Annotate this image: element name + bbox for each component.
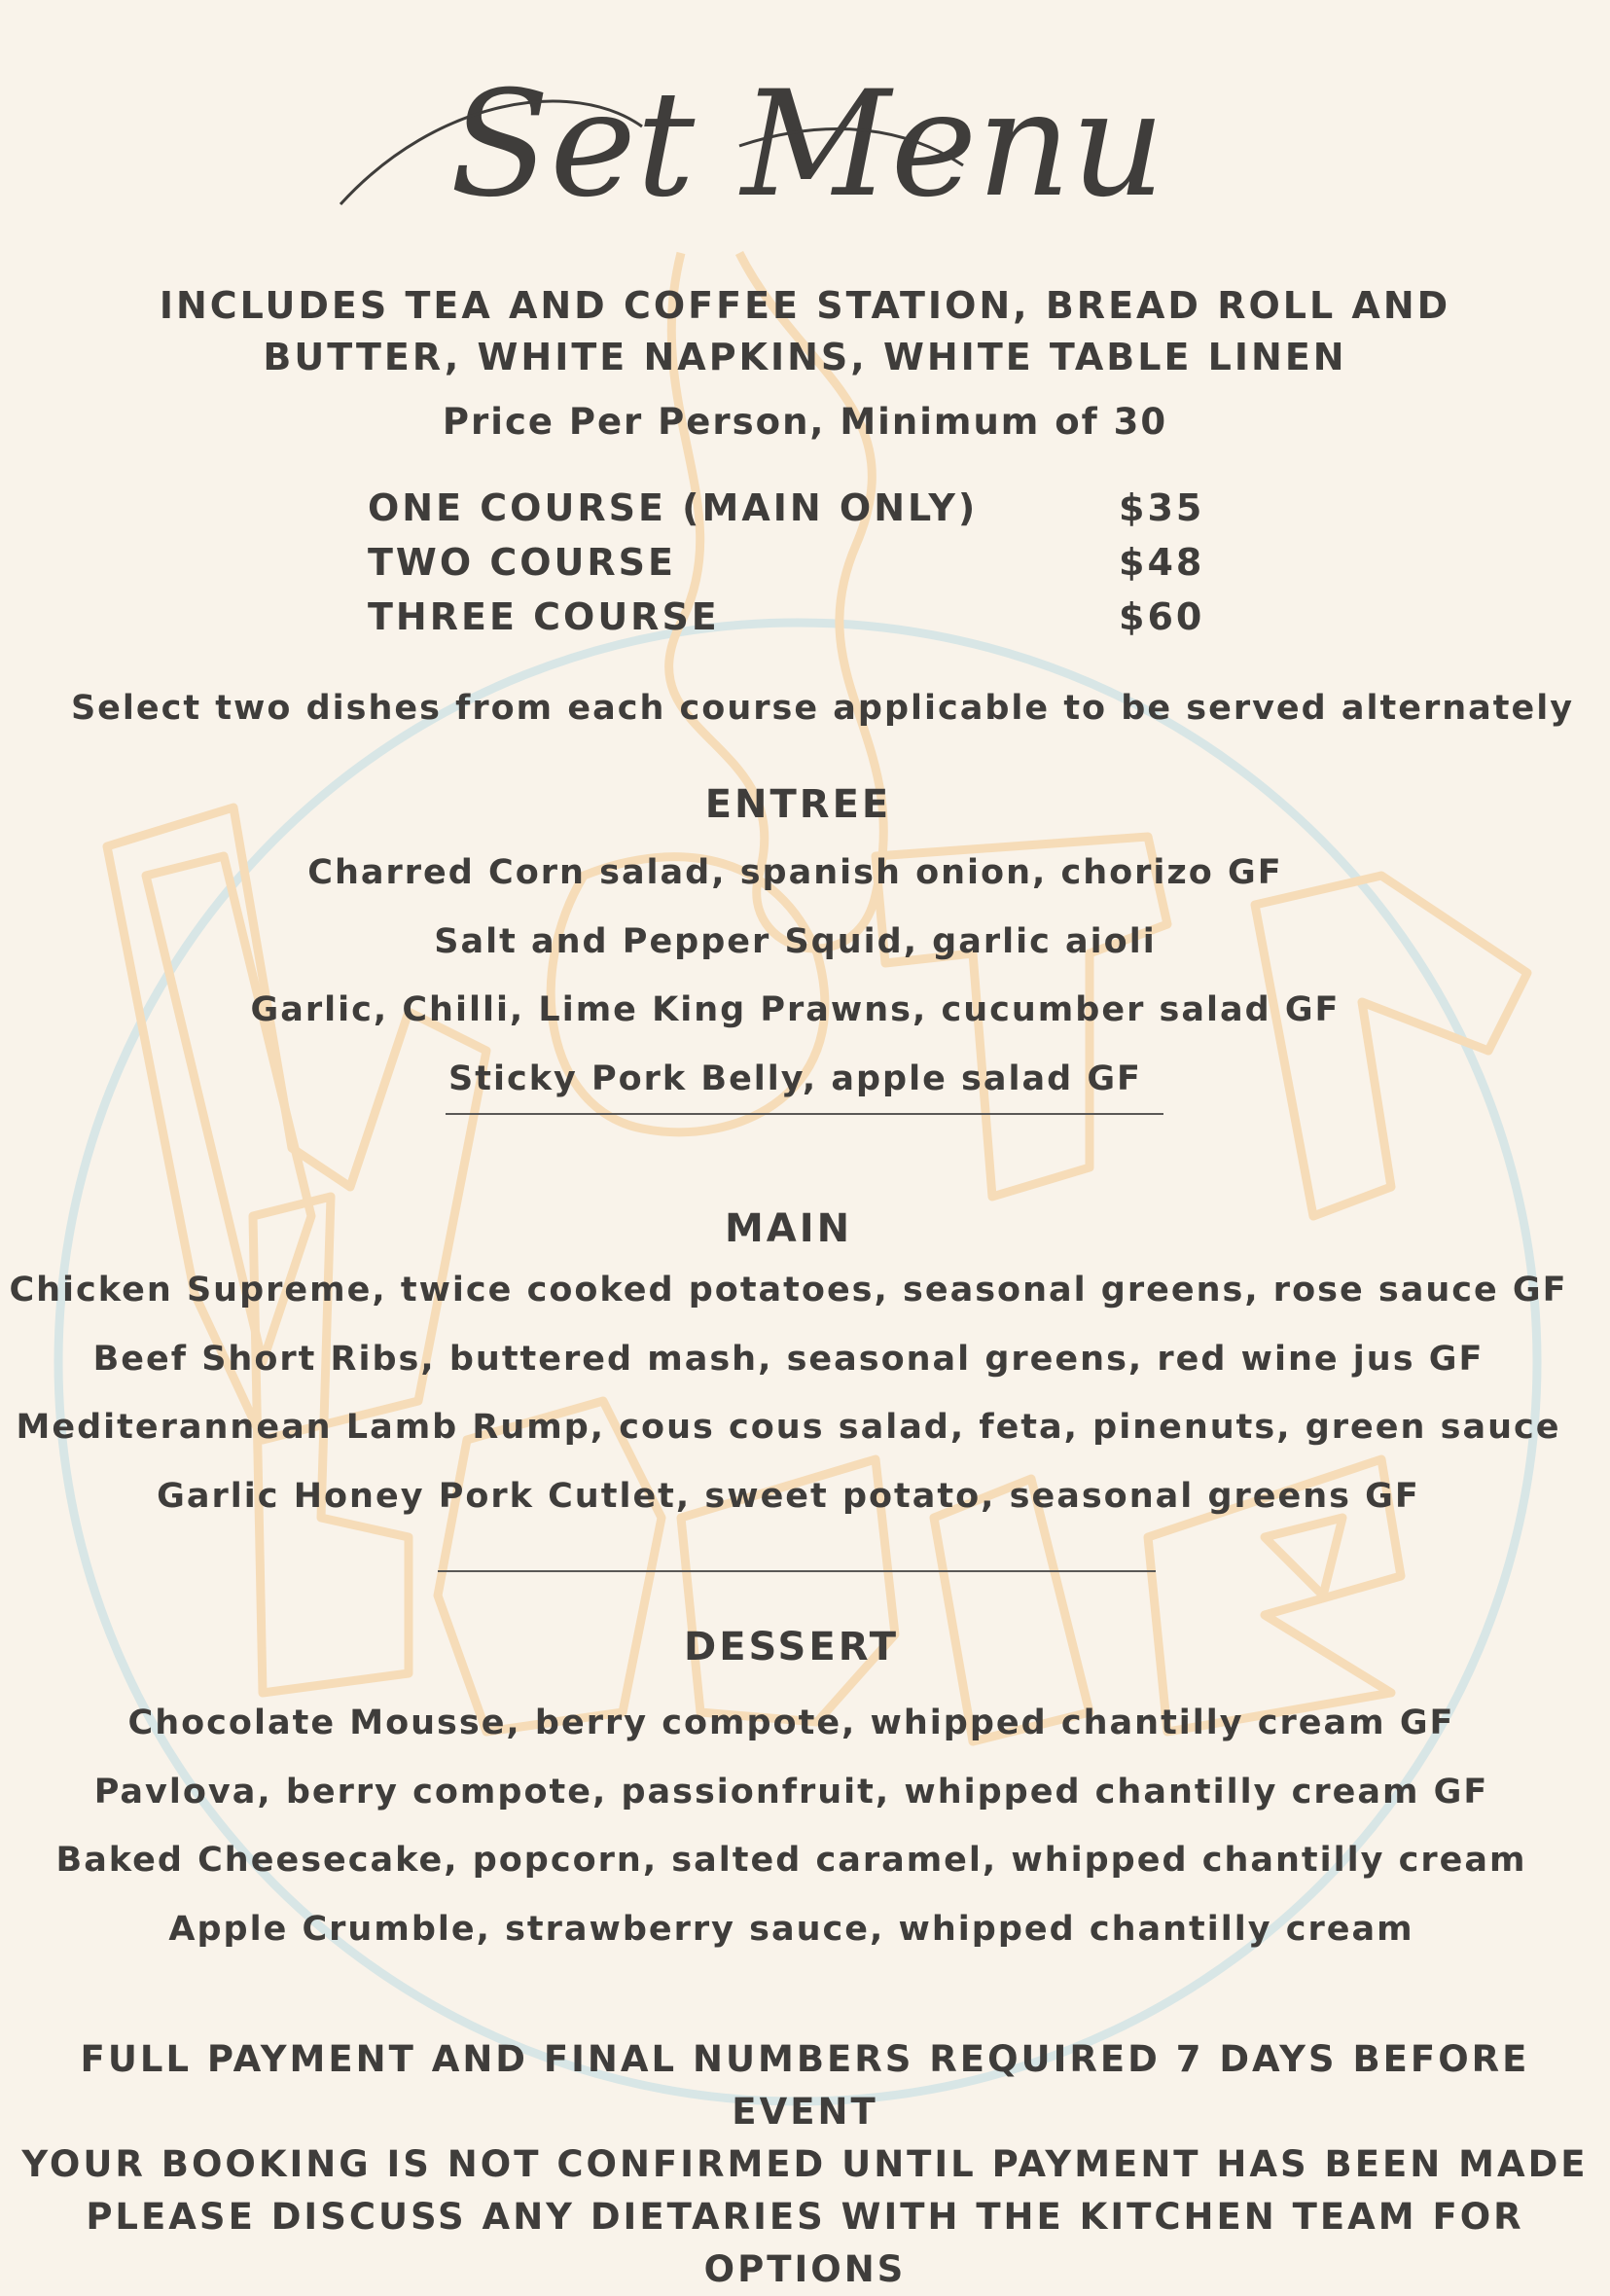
menu-title (321, 39, 1294, 263)
price-name: ONE COURSE (MAIN ONLY) (368, 486, 979, 529)
entree-item: Salt and Pepper Squid, garlic aioli (434, 922, 1157, 961)
dessert-item: Apple Crumble, strawberry sauce, whipped chantilly cream (168, 1910, 1414, 1949)
section-divider (438, 1570, 1156, 1572)
dessert-item: Chocolate Mousse, berry compote, whipped chantilly cream GF (127, 1704, 1455, 1742)
main-item: Beef Short Ribs, buttered mash, seasonal greens, red wine jus GF (92, 1340, 1485, 1379)
entree-item: Garlic, Chilli, Lime King Prawns, cucumber salad GF (250, 990, 1341, 1029)
includes-line-1: INCLUDES TEA AND COFFEE STATION, BREAD ROLL AND (159, 284, 1451, 327)
price-value: $48 (1119, 541, 1205, 584)
select-note: Select two dishes from each course applicable to be served alternately (70, 689, 1575, 728)
footer-line-3: PLEASE DISCUSS ANY DIETARIES WITH THE KITCHEN TEAM FOR OPTIONS (86, 2196, 1524, 2290)
footer-notes (0, 2033, 1610, 2296)
dessert-heading: DESSERT (684, 1625, 899, 1669)
price-value: $35 (1119, 486, 1205, 529)
dessert-item: Baked Cheesecake, popcorn, salted caramel, whipped chantilly cream (55, 1841, 1527, 1880)
price-name: THREE COURSE (368, 595, 720, 638)
footer-line-1: FULL PAYMENT AND FINAL NUMBERS REQUIRED 7 DAYS BEFORE EVENT (80, 2038, 1530, 2133)
price-value: $60 (1119, 595, 1205, 638)
entree-item: Charred Corn salad, spanish onion, chorizo GF (307, 853, 1283, 892)
entree-heading: ENTREE (704, 782, 892, 827)
price-name: TWO COURSE (368, 541, 677, 584)
main-item: Mediterannean Lamb Rump, cous cous salad, feta, pinenuts, green sauce (16, 1408, 1561, 1447)
main-item: Garlic Honey Pork Cutlet, sweet potato, seasonal greens GF (157, 1477, 1420, 1516)
footer-line-2: YOUR BOOKING IS NOT CONFIRMED UNTIL PAYMENT HAS BEEN MADE (21, 2143, 1589, 2185)
svg-text:Set Menu: Set Menu (449, 60, 1165, 230)
price-note: Price Per Person, Minimum of 30 (442, 401, 1168, 443)
includes-note (0, 280, 1610, 383)
dessert-item: Pavlova, berry compote, passionfruit, whipped chantilly cream GF (93, 1773, 1489, 1812)
section-divider (446, 1113, 1163, 1115)
includes-line-2: BUTTER, WHITE NAPKINS, WHITE TABLE LINEN (263, 336, 1347, 378)
main-item: Chicken Supreme, twice cooked potatoes, seasonal greens, rose sauce GF (9, 1271, 1568, 1309)
main-heading: MAIN (724, 1206, 853, 1251)
entree-item: Sticky Pork Belly, apple salad GF (448, 1059, 1142, 1098)
